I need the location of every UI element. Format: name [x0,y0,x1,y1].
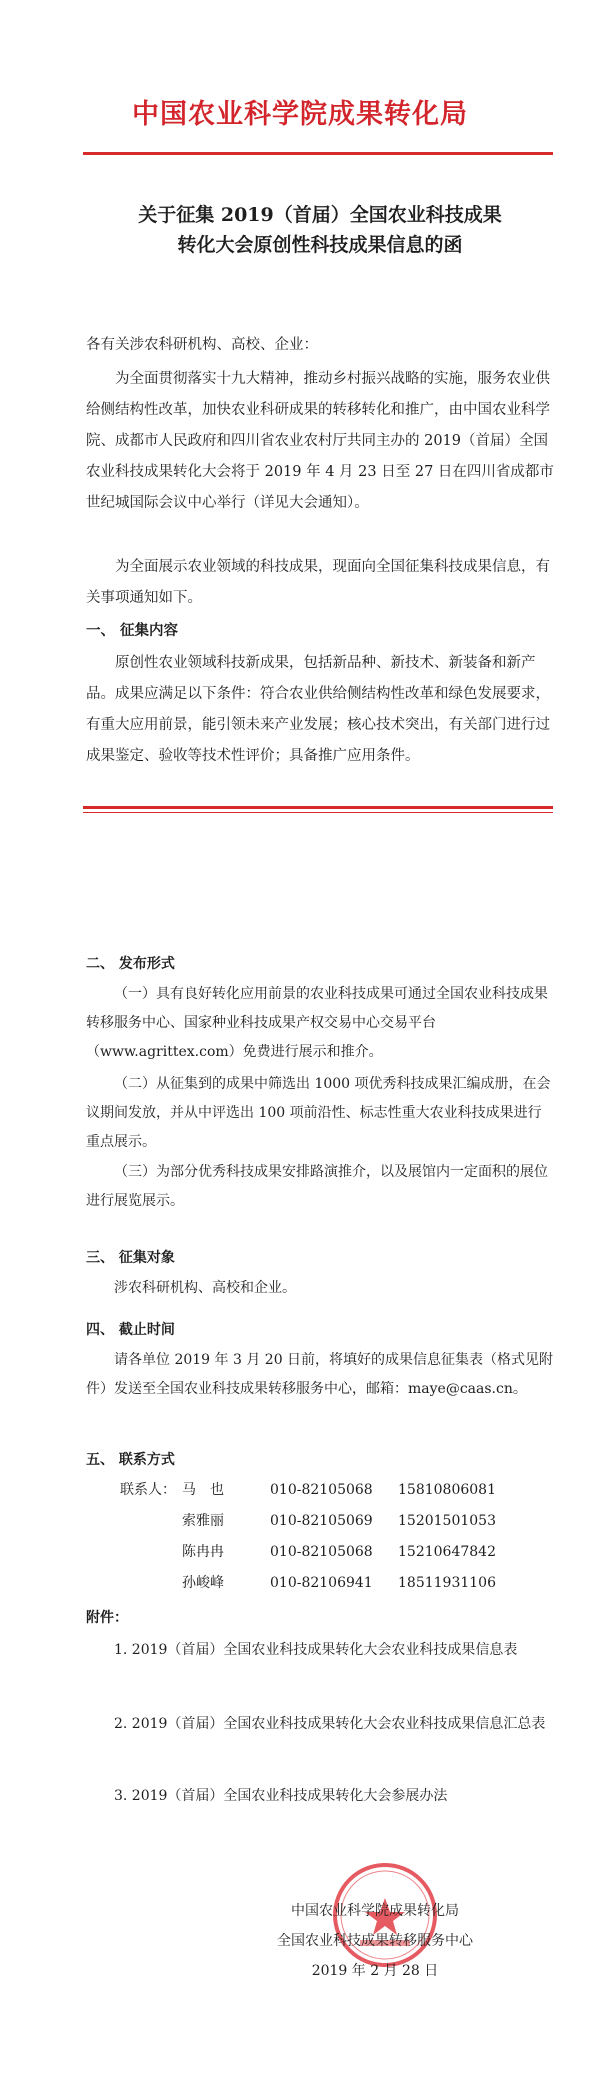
signature-org-1: 中国农业科学院成果转化局 [291,1903,459,1919]
section-1-heading: 一、 征集内容 [86,623,179,639]
contact-mobile: 15810806081 [398,1482,496,1498]
section-4-heading: 四、 截止时间 [86,1322,175,1338]
contact-mobile: 15201501053 [398,1513,496,1529]
section-2-paragraph-2: （二）从征集到的成果中筛选出 1000 项优秀科技成果汇编成册，在会议期间发放，并从中评选出 100 项前沿性、标志性重大农业科技成果进行重点展示。 [86,1076,551,1150]
section-2-paragraph-3: （三）为部分优秀科技成果安排路演推介，以及展馆内一定面积的展位进行展览展示。 [86,1164,548,1209]
attachments-heading: 附件： [86,1610,128,1626]
contact-row [120,1507,550,1536]
letterhead-rule [83,152,553,155]
contact-name: 陈冉冉 [182,1544,224,1560]
page-divider [83,806,553,809]
contact-row [120,1569,550,1598]
contact-tel: 010-82105068 [270,1482,373,1498]
section-5-heading: 五、 联系方式 [86,1452,175,1468]
contact-name: 索雅丽 [182,1513,224,1529]
contact-row [120,1538,550,1567]
intro-paragraph-1: 为全面贯彻落实十九大精神，推动乡村振兴战略的实施，服务农业供给侧结构性改革，加快农业科研成果的转移转化和推广，由中国农业科学院、成都市人民政府和四川省农业农村厅共同主办的 2019（首届）全国农业科技成果转化大会将于 2019 年 4 月 23 日至 27 日在四川省成都市世纪城国际会议中心举行（详见大会通知）。 [86,371,554,511]
contact-tel: 010-82106941 [270,1575,373,1591]
contact-name: 马 也 [182,1482,224,1498]
attachment-item-3: 3. 2019（首届）全国农业科技成果转化大会参展办法 [114,1788,448,1804]
letterhead-title: 中国农业科学院成果转化局 [132,99,468,130]
contact-mobile: 18511931106 [398,1575,496,1591]
title-line-2: 转化大会原创性科技成果信息的函 [177,234,463,256]
title-line-1: 关于征集 2019（首届）全国农业科技成果 [138,204,502,226]
section-4-body: 请各单位 2019 年 3 月 20 日前，将填好的成果信息征集表（格式见附件）发送至全国农业科技成果转移服务中心，邮箱：maye@caas.cn。 [86,1352,554,1397]
section-3-heading: 三、 征集对象 [86,1250,175,1266]
section-1-body: 原创性农业领域科技新成果，包括新品种、新技术、新装备和新产品。成果应满足以下条件：符合农业供给侧结构性改革和绿色发展要求，有重大应用前景，能引领未来产业发展；核心技术突出，有关部门进行过成果鉴定、验收等技术性评价；具备推广应用条件。 [86,655,550,764]
page-divider-thin [83,812,553,813]
contact-name: 孙峻峰 [182,1575,224,1591]
section-2-paragraph-1: （一）具有良好转化应用前景的农业科技成果可通过全国农业科技成果转移服务中心、国家种业科技成果产权交易中心交易平台（www.agrittex.com）免费进行展示和推介。 [86,986,548,1060]
contact-mobile: 15210647842 [398,1544,496,1560]
contact-tel: 010-82105068 [270,1544,373,1560]
section-2-heading: 二、 发布形式 [86,956,175,972]
attachment-item-1: 1. 2019（首届）全国农业科技成果转化大会农业科技成果信息表 [114,1642,518,1658]
section-3-body: 涉农科研机构、高校和企业。 [114,1280,296,1296]
signature-org-2: 全国农业科技成果转移服务中心 [277,1933,473,1949]
signature-date: 2019 年 2 月 28 日 [311,1963,439,1979]
contact-label: 联系人： [120,1482,176,1498]
document-title [70,200,570,260]
contact-tel: 010-82105069 [270,1513,373,1529]
intro-paragraph-2: 为全面展示农业领域的科技成果，现面向全国征集科技成果信息，有关事项通知如下。 [86,559,550,606]
contact-row [120,1476,550,1505]
salutation: 各有关涉农科研机构、高校、企业： [86,337,318,353]
attachment-item-2: 2. 2019（首届）全国农业科技成果转化大会农业科技成果信息汇总表 [114,1716,546,1732]
